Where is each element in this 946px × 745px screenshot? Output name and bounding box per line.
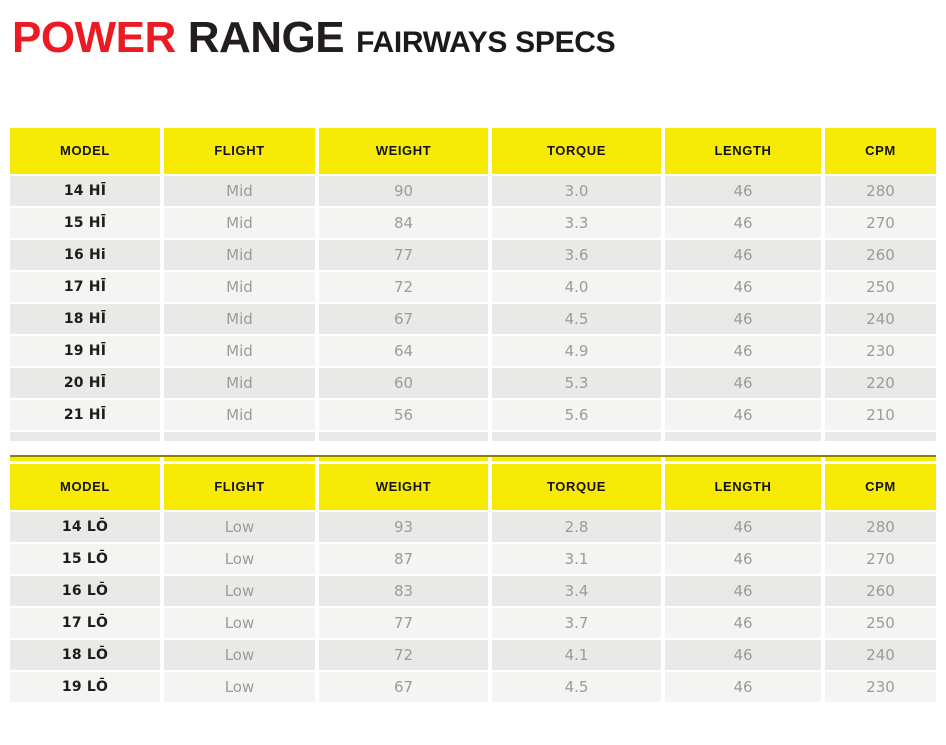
model-cell: 14 LŌ: [10, 512, 160, 542]
value-cell: 220: [825, 368, 936, 398]
value-cell: Low: [164, 608, 315, 638]
table-row: [10, 368, 936, 398]
value-cell: Mid: [164, 208, 315, 238]
value-cell: 280: [825, 512, 936, 542]
value-cell: Mid: [164, 400, 315, 430]
model-cell: 18 LŌ: [10, 640, 160, 670]
column-header-flight: FLIGHT: [164, 464, 315, 510]
value-cell: 250: [825, 608, 936, 638]
value-cell: 60: [319, 368, 488, 398]
column-header-weight: WEIGHT: [319, 464, 488, 510]
model-cell: 16 Hi: [10, 240, 160, 270]
value-cell: 280: [825, 176, 936, 206]
model-cell: 19 HĪ: [10, 336, 160, 366]
cropped-cell: [319, 432, 488, 441]
column-header-model: MODEL: [10, 128, 160, 174]
value-cell: 2.8: [492, 512, 661, 542]
value-cell: 210: [825, 400, 936, 430]
value-cell: 3.1: [492, 544, 661, 574]
value-cell: 84: [319, 208, 488, 238]
column-header-length: LENGTH: [665, 464, 821, 510]
model-cell: 15 HĪ: [10, 208, 160, 238]
value-cell: 270: [825, 208, 936, 238]
table-row: [10, 240, 936, 270]
cropped-cell: [164, 457, 315, 461]
column-header-weight: WEIGHT: [319, 128, 488, 174]
value-cell: 260: [825, 576, 936, 606]
model-cell: 18 HĪ: [10, 304, 160, 334]
value-cell: 5.3: [492, 368, 661, 398]
value-cell: 230: [825, 672, 936, 702]
value-cell: Low: [164, 512, 315, 542]
column-header-cpm: CPM: [825, 128, 936, 174]
hi-specs-table: [10, 128, 936, 441]
cropped-cell: [164, 432, 315, 441]
model-cell: 16 LŌ: [10, 576, 160, 606]
cropped-cell: [492, 432, 661, 441]
value-cell: 3.6: [492, 240, 661, 270]
model-cell: 19 LŌ: [10, 672, 160, 702]
cropped-cell: [825, 457, 936, 461]
value-cell: 230: [825, 336, 936, 366]
table-row: [10, 176, 936, 206]
value-cell: 46: [665, 400, 821, 430]
table-row: [10, 208, 936, 238]
value-cell: 67: [319, 672, 488, 702]
value-cell: Mid: [164, 304, 315, 334]
value-cell: 240: [825, 304, 936, 334]
value-cell: Mid: [164, 336, 315, 366]
value-cell: 46: [665, 640, 821, 670]
table-row: [10, 640, 936, 670]
column-header-torque: TORQUE: [492, 128, 661, 174]
value-cell: 83: [319, 576, 488, 606]
value-cell: 270: [825, 544, 936, 574]
cropped-header-strip: [10, 457, 936, 461]
value-cell: 64: [319, 336, 488, 366]
value-cell: Mid: [164, 368, 315, 398]
value-cell: 72: [319, 272, 488, 302]
value-cell: 240: [825, 640, 936, 670]
value-cell: Low: [164, 672, 315, 702]
model-cell: 17 HĪ: [10, 272, 160, 302]
value-cell: Mid: [164, 176, 315, 206]
column-header-torque: TORQUE: [492, 464, 661, 510]
model-cell: 15 LŌ: [10, 544, 160, 574]
model-cell: 14 HĪ: [10, 176, 160, 206]
title-subtitle: FAIRWAYS SPECS: [356, 26, 616, 59]
value-cell: Low: [164, 544, 315, 574]
value-cell: 46: [665, 672, 821, 702]
cropped-next-row: [10, 432, 936, 441]
cropped-cell: [492, 457, 661, 461]
column-header-row: [10, 128, 936, 174]
value-cell: Mid: [164, 272, 315, 302]
value-cell: 5.6: [492, 400, 661, 430]
hi-table-header: [10, 128, 936, 174]
value-cell: 250: [825, 272, 936, 302]
value-cell: 72: [319, 640, 488, 670]
value-cell: 3.4: [492, 576, 661, 606]
cropped-cell: [10, 457, 160, 461]
value-cell: 46: [665, 304, 821, 334]
value-cell: Low: [164, 640, 315, 670]
value-cell: 90: [319, 176, 488, 206]
column-header-cpm: CPM: [825, 464, 936, 510]
lo-table-body: [10, 512, 936, 702]
table-row: [10, 272, 936, 302]
table-row: [10, 304, 936, 334]
value-cell: 4.1: [492, 640, 661, 670]
table-row: [10, 608, 936, 638]
title-range: RANGE: [187, 13, 345, 62]
cropped-cell: [665, 457, 821, 461]
model-cell: 20 HĪ: [10, 368, 160, 398]
model-cell: 21 HĪ: [10, 400, 160, 430]
value-cell: 77: [319, 240, 488, 270]
value-cell: 46: [665, 368, 821, 398]
value-cell: 4.5: [492, 672, 661, 702]
page-title: [12, 14, 936, 62]
value-cell: 3.7: [492, 608, 661, 638]
cropped-cell: [665, 432, 821, 441]
lo-table-header: [10, 464, 936, 510]
value-cell: 260: [825, 240, 936, 270]
value-cell: Mid: [164, 240, 315, 270]
table-row: [10, 672, 936, 702]
lo-specs-table: [10, 455, 936, 702]
title-power: POWER: [12, 13, 176, 62]
value-cell: 46: [665, 576, 821, 606]
value-cell: 67: [319, 304, 488, 334]
value-cell: Low: [164, 576, 315, 606]
value-cell: 46: [665, 240, 821, 270]
value-cell: 87: [319, 544, 488, 574]
value-cell: 93: [319, 512, 488, 542]
table-row: [10, 576, 936, 606]
value-cell: 46: [665, 336, 821, 366]
value-cell: 4.0: [492, 272, 661, 302]
column-header-row: [10, 464, 936, 510]
value-cell: 46: [665, 544, 821, 574]
table-row: [10, 544, 936, 574]
value-cell: 4.9: [492, 336, 661, 366]
column-header-model: MODEL: [10, 464, 160, 510]
value-cell: 46: [665, 608, 821, 638]
value-cell: 4.5: [492, 304, 661, 334]
cropped-cell: [319, 457, 488, 461]
column-header-flight: FLIGHT: [164, 128, 315, 174]
value-cell: 46: [665, 272, 821, 302]
value-cell: 3.3: [492, 208, 661, 238]
model-cell: 17 LŌ: [10, 608, 160, 638]
value-cell: 3.0: [492, 176, 661, 206]
table-row: [10, 336, 936, 366]
table-row: [10, 512, 936, 542]
cropped-cell: [825, 432, 936, 441]
hi-table-body: [10, 176, 936, 430]
value-cell: 46: [665, 208, 821, 238]
value-cell: 56: [319, 400, 488, 430]
value-cell: 46: [665, 512, 821, 542]
cropped-cell: [10, 432, 160, 441]
page: [0, 14, 946, 702]
column-header-length: LENGTH: [665, 128, 821, 174]
value-cell: 77: [319, 608, 488, 638]
value-cell: 46: [665, 176, 821, 206]
table-row: [10, 400, 936, 430]
